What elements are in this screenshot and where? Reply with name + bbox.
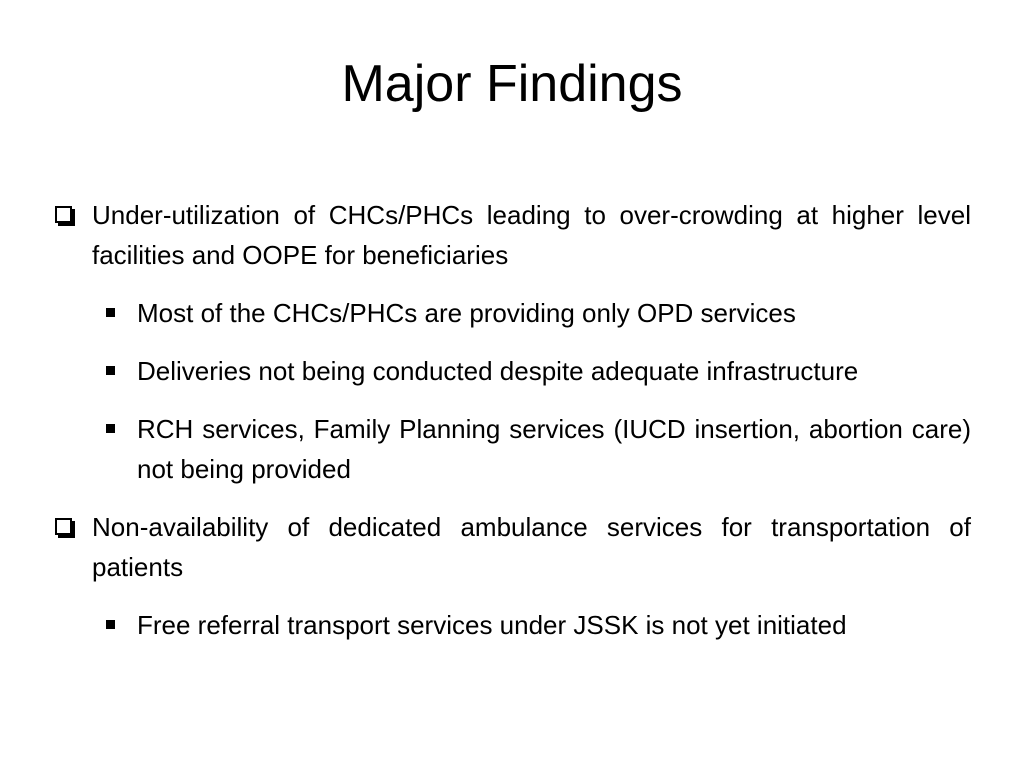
square-bullet-icon: [106, 308, 115, 317]
sub-bullet-item: [100, 409, 971, 489]
checkbox-bullet-icon: [55, 206, 72, 223]
sub-bullet-item: [100, 293, 971, 333]
bullet-item: [55, 195, 971, 275]
square-bullet-icon: [106, 620, 115, 629]
slide-title: Major Findings: [341, 55, 683, 113]
sub-bullet-item: [100, 351, 971, 391]
bullet-item: [55, 507, 971, 587]
sub-bullet-text: Free referral transport services under JSSK is not yet initiated: [137, 610, 847, 640]
checkbox-bullet-icon: [55, 518, 72, 535]
bullet-list: [55, 195, 971, 663]
sub-bullet-item: [100, 605, 971, 645]
bullet-text: Non-availability of dedicated ambulance services for transportation of patients: [92, 512, 971, 582]
sub-bullet-text: RCH services, Family Planning services (IUCD insertion, abortion care) not being provided: [137, 414, 971, 484]
square-bullet-icon: [106, 424, 115, 433]
square-bullet-icon: [106, 366, 115, 375]
sub-bullet-text: Most of the CHCs/PHCs are providing only OPD services: [137, 298, 796, 328]
sub-bullet-text: Deliveries not being conducted despite adequate infrastructure: [137, 356, 859, 386]
bullet-text: Under-utilization of CHCs/PHCs leading to over-crowding at higher level facilities and OOPE for beneficiaries: [92, 200, 971, 270]
